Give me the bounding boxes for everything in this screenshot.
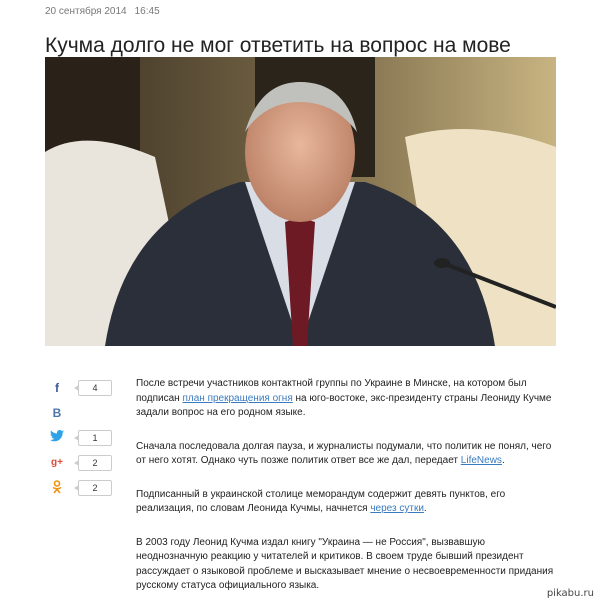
vk-icon[interactable]: В <box>52 406 62 420</box>
pikabu-watermark: pikabu.ru <box>546 588 594 599</box>
article-paragraph-3 <box>136 488 556 517</box>
paragraph-text: Подписанный в украинской столице меморандум содержит девять пунктов, его реализация, по словам Леонида Кучмы, начнется <box>136 488 506 514</box>
twitter-count: 1 <box>78 430 112 446</box>
article-meta <box>45 6 160 17</box>
article-time: 16:45 <box>134 6 160 17</box>
lifenews-link[interactable]: LifeNews <box>460 455 502 466</box>
share-row-googleplus[interactable] <box>45 453 115 478</box>
paragraph-text: . <box>501 455 505 466</box>
article-photo <box>45 57 556 346</box>
next-day-link[interactable]: через сутки <box>370 503 424 514</box>
paragraph-text: Сначала последовала долгая пауза, и журналисты подумали, что политик не понял, чего от него хотят. Однако чуть позже политик ответ все же дал, передает <box>136 440 552 466</box>
share-row-vk[interactable] <box>45 403 115 428</box>
share-row-odnoklassniki[interactable] <box>45 478 115 503</box>
share-bar <box>45 378 115 503</box>
ceasefire-plan-link[interactable]: план прекращения огня <box>182 392 293 404</box>
article-date: 20 сентября 2014 <box>45 6 127 17</box>
paragraph-text: . <box>423 503 427 514</box>
article-body <box>136 377 556 613</box>
paragraph-text: на юго-востоке, экс-президенту страны Леониду Кучме задали вопрос на его родном языке. <box>136 392 552 418</box>
odnoklassniki-count: 2 <box>78 480 112 496</box>
article-title: Кучма долго не мог ответить на вопрос на мове <box>45 34 511 58</box>
googleplus-count: 2 <box>78 455 112 471</box>
share-row-twitter[interactable] <box>45 428 115 453</box>
article-paragraph-1 <box>136 377 556 421</box>
article-paragraph-2 <box>136 440 556 469</box>
share-row-facebook[interactable] <box>45 378 115 403</box>
googleplus-icon[interactable]: g+ <box>51 457 63 468</box>
facebook-count: 4 <box>78 380 112 396</box>
twitter-icon[interactable] <box>49 430 65 446</box>
odnoklassniki-icon[interactable] <box>49 480 65 496</box>
article-paragraph-4: В 2003 году Леонид Кучма издал книгу "Украина — не Россия", вызвавшую неоднозначную реакцию у читателей и критиков. В своем труде бывший президент рассуждает о языковой проблеме и высказывает мнение о несвоевременности придания русскому статуса официального языка. <box>136 536 554 591</box>
facebook-icon[interactable]: f <box>55 381 59 395</box>
paragraph-text: После встречи участников контактной группы по Украине в Минске, на котором был подписан <box>136 378 527 404</box>
